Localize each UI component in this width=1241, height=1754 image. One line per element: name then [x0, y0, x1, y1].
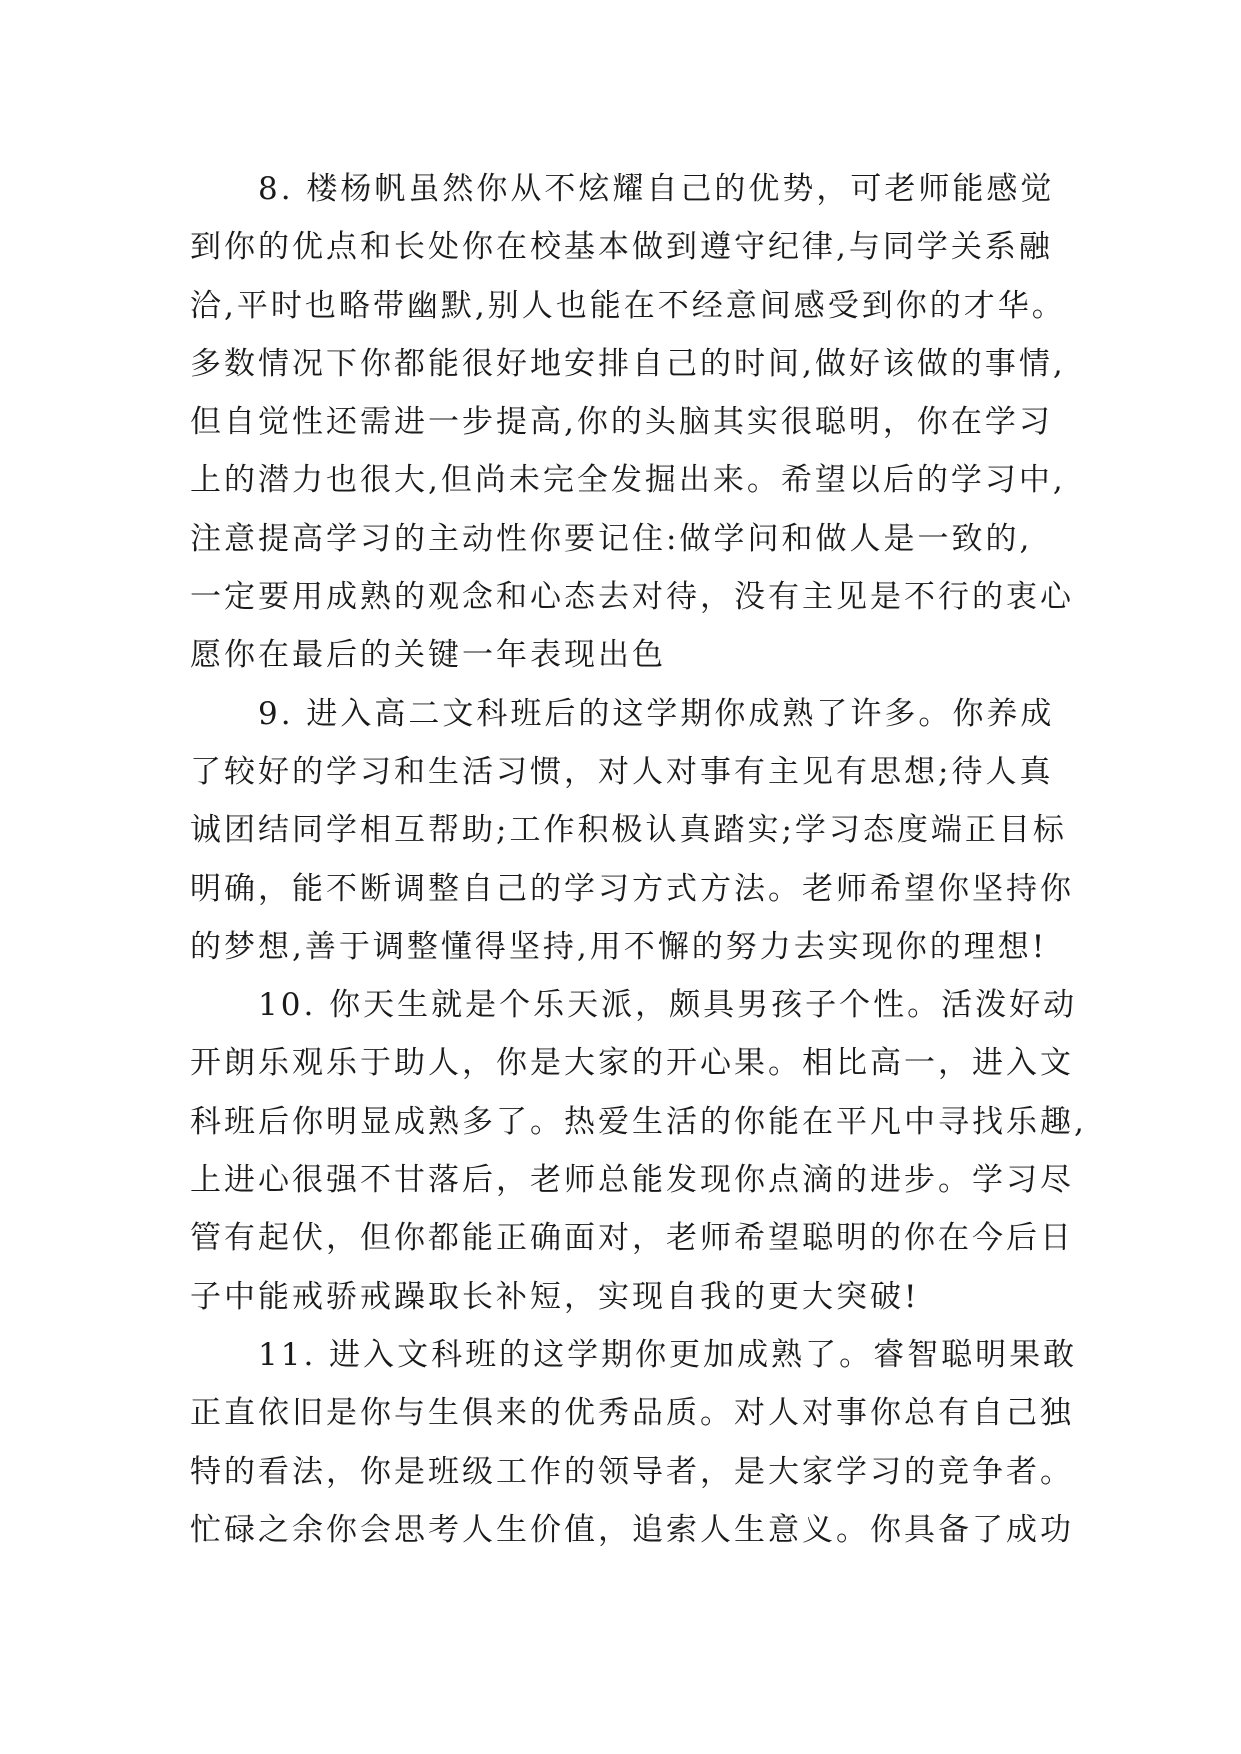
text-line: 管有起伏，但你都能正确面对，老师希望聪明的你在今后日 — [190, 1220, 1074, 1257]
text-line: 正直依旧是你与生俱来的优秀品质。对人对事你总有自己独 — [190, 1395, 1074, 1432]
text-line: 忙碌之余你会思考人生价值，追索人生意义。你具备了成功 — [190, 1511, 1074, 1548]
text-line: 9. 进入高二文科班后的这学期你成熟了许多。你养成 — [190, 695, 1055, 732]
text-line: 上进心很强不甘落后，老师总能发现你点滴的进步。学习尽 — [190, 1162, 1074, 1199]
text-line: 一定要用成熟的观念和心态去对待，没有主见是不行的衷心 — [190, 579, 1074, 616]
text-line: 到你的优点和长处你在校基本做到遵守纪律,与同学关系融 — [190, 229, 1053, 266]
text-line: 的梦想,善于调整懂得坚持,用不懈的努力去实现你的理想! — [190, 928, 1048, 965]
text-line: 了较好的学习和生活习惯，对人对事有主见有思想;待人真 — [190, 753, 1054, 790]
text-line: 开朗乐观乐于助人，你是大家的开心果。相比高一，进入文 — [190, 1045, 1074, 1082]
text-line: 10. 你天生就是个乐天派，颇具男孩子个性。活泼好动 — [190, 987, 1078, 1024]
text-line: 上的潜力也很大,但尚未完全发掘出来。希望以后的学习中, — [190, 462, 1066, 499]
text-line: 但自觉性还需进一步提高,你的头脑其实很聪明，你在学习 — [190, 404, 1053, 441]
text-line: 诚团结同学相互帮助;工作积极认真踏实;学习态度端正目标 — [190, 812, 1067, 849]
text-line: 注意提高学习的主动性你要记住:做学问和做人是一致的, — [190, 520, 1033, 557]
text-line: 多数情况下你都能很好地安排自己的时间,做好该做的事情, — [190, 345, 1066, 382]
text-line: 8. 楼杨帆虽然你从不炫耀自己的优势，可老师能感觉 — [190, 171, 1055, 207]
text-line: 11. 进入文科班的这学期你更加成熟了。睿智聪明果敢 — [190, 1336, 1078, 1373]
text-line: 子中能戒骄戒躁取长补短，实现自我的更大突破! — [190, 1278, 920, 1315]
document-body — [190, 160, 1087, 1559]
text-line: 愿你在最后的关键一年表现出色 — [190, 637, 666, 674]
text-line: 特的看法，你是班级工作的领导者，是大家学习的竞争者。 — [190, 1453, 1074, 1490]
text-line: 明确，能不断调整自己的学习方式方法。老师希望你坚持你 — [190, 870, 1074, 907]
text-line: 科班后你明显成熟多了。热爱生活的你能在平凡中寻找乐趣, — [190, 1103, 1087, 1140]
text-line: 洽,平时也略带幽默,别人也能在不经意间感受到你的才华。 — [190, 287, 1066, 324]
